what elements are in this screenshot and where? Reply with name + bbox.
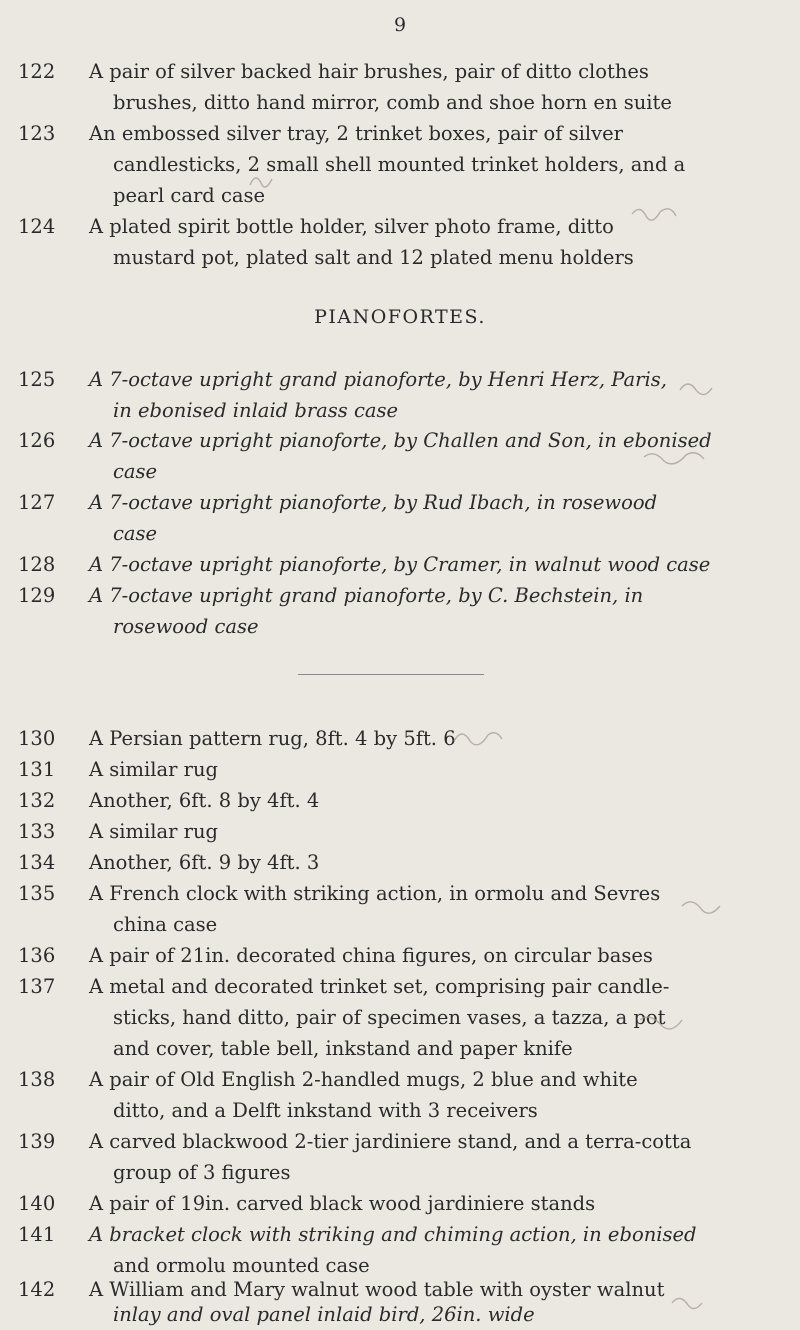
lot-number: 134 [18,851,56,874]
lot-line: sticks, hand ditto, pair of specimen vases, a tazza, a pot [113,1006,666,1029]
lot-number: 126 [18,429,56,452]
lot-description [89,211,749,273]
lot-description [89,754,749,785]
lot-number: 127 [18,491,56,514]
lot-line: ditto, and a Delft inkstand with 3 receivers [113,1099,538,1122]
lot-description [89,723,749,754]
lot-number: 138 [18,1068,56,1091]
lot-line: candlesticks, 2 small shell mounted trinket holders, and a [113,153,686,176]
page-number: 9 [393,14,407,36]
lot-line: A similar rug [89,758,218,781]
lot-number: 129 [18,584,56,607]
lot-line: A French clock with striking action, in ormolu and Sevres [89,882,661,905]
lot-line: group of 3 figures [113,1161,291,1184]
lot-line: Another, 6ft. 9 by 4ft. 3 [89,851,320,874]
section-divider [298,674,484,675]
lot-description [89,878,749,940]
lot-description [89,816,749,847]
lot-number: 141 [18,1223,56,1246]
lot-description [89,580,749,642]
lot-line: A pair of Old English 2-handled mugs, 2 blue and white [89,1068,638,1091]
lot-description [89,940,749,971]
lot-number: 124 [18,215,56,238]
lot-number: 130 [18,727,56,750]
lot-line: and ormolu mounted case [113,1254,370,1277]
lot-line: in ebonised inlaid brass case [113,399,399,422]
lot-number: 140 [18,1192,56,1215]
lot-line: A William and Mary walnut wood table with oyster walnut [89,1278,665,1301]
lot-number: 132 [18,789,56,812]
lot-line: A plated spirit bottle holder, silver photo frame, ditto [89,215,614,238]
lot-number: 135 [18,882,56,905]
lot-line: case [113,460,158,483]
lot-number: 133 [18,820,56,843]
lot-line: A 7-octave upright grand pianoforte, by Henri Herz, Paris, [89,368,667,391]
lot-line: A 7-octave upright pianoforte, by Rud Ibach, in rosewood [89,491,658,514]
lot-line: inlay and oval panel inlaid bird, 26in. wide [113,1303,535,1326]
lot-line: and cover, table bell, inkstand and paper knife [113,1037,573,1060]
lot-description [89,118,749,211]
lot-line: brushes, ditto hand mirror, comb and shoe horn en suite [113,91,672,114]
lot-line: A 7-octave upright pianoforte, by Challen and Son, in ebonised [89,429,712,452]
lot-line: china case [113,913,218,936]
lot-number: 123 [18,122,56,145]
lot-description [89,1188,749,1219]
lot-number: 125 [18,368,56,391]
lot-number: 137 [18,975,56,998]
section-title: PIANOFORTES. [314,306,486,328]
lot-description [89,549,749,580]
lot-line: rosewood case [113,615,259,638]
lot-line: mustard pot, plated salt and 12 plated menu holders [113,246,634,269]
lot-line: A pair of 19in. carved black wood jardiniere stands [89,1192,596,1215]
lot-number: 131 [18,758,56,781]
lot-line: A metal and decorated trinket set, comprising pair candle- [89,975,670,998]
lot-description [89,1274,749,1330]
lot-description [89,785,749,816]
lot-line: An embossed silver tray, 2 trinket boxes, pair of silver [89,122,623,145]
lot-description [89,487,749,549]
lot-description [89,364,749,426]
lot-number: 142 [18,1278,56,1301]
lot-line: A pair of silver backed hair brushes, pair of ditto clothes [89,60,649,83]
lot-line: case [113,522,158,545]
lot-line: A bracket clock with striking and chiming action, in ebonised [89,1223,697,1246]
lot-description [89,847,749,878]
lot-number: 136 [18,944,56,967]
lot-line: A Persian pattern rug, 8ft. 4 by 5ft. 6 [89,727,456,750]
lot-line: A 7-octave upright pianoforte, by Cramer, in walnut wood case [89,553,711,576]
lot-line: A 7-octave upright grand pianoforte, by C. Bechstein, in [89,584,644,607]
lot-description [89,56,749,118]
lot-description [89,1064,749,1126]
lot-number: 128 [18,553,56,576]
lot-line: pearl card case [113,184,266,207]
lot-line: Another, 6ft. 8 by 4ft. 4 [89,789,320,812]
lot-number: 122 [18,60,56,83]
lot-description [89,425,749,487]
lot-number: 139 [18,1130,56,1153]
lot-description [89,971,749,1064]
lot-line: A carved blackwood 2-tier jardiniere stand, and a terra-cotta [89,1130,692,1153]
lot-description [89,1219,749,1281]
lot-line: A pair of 21in. decorated china figures, on circular bases [89,944,653,967]
lot-description [89,1126,749,1188]
lot-line: A similar rug [89,820,218,843]
